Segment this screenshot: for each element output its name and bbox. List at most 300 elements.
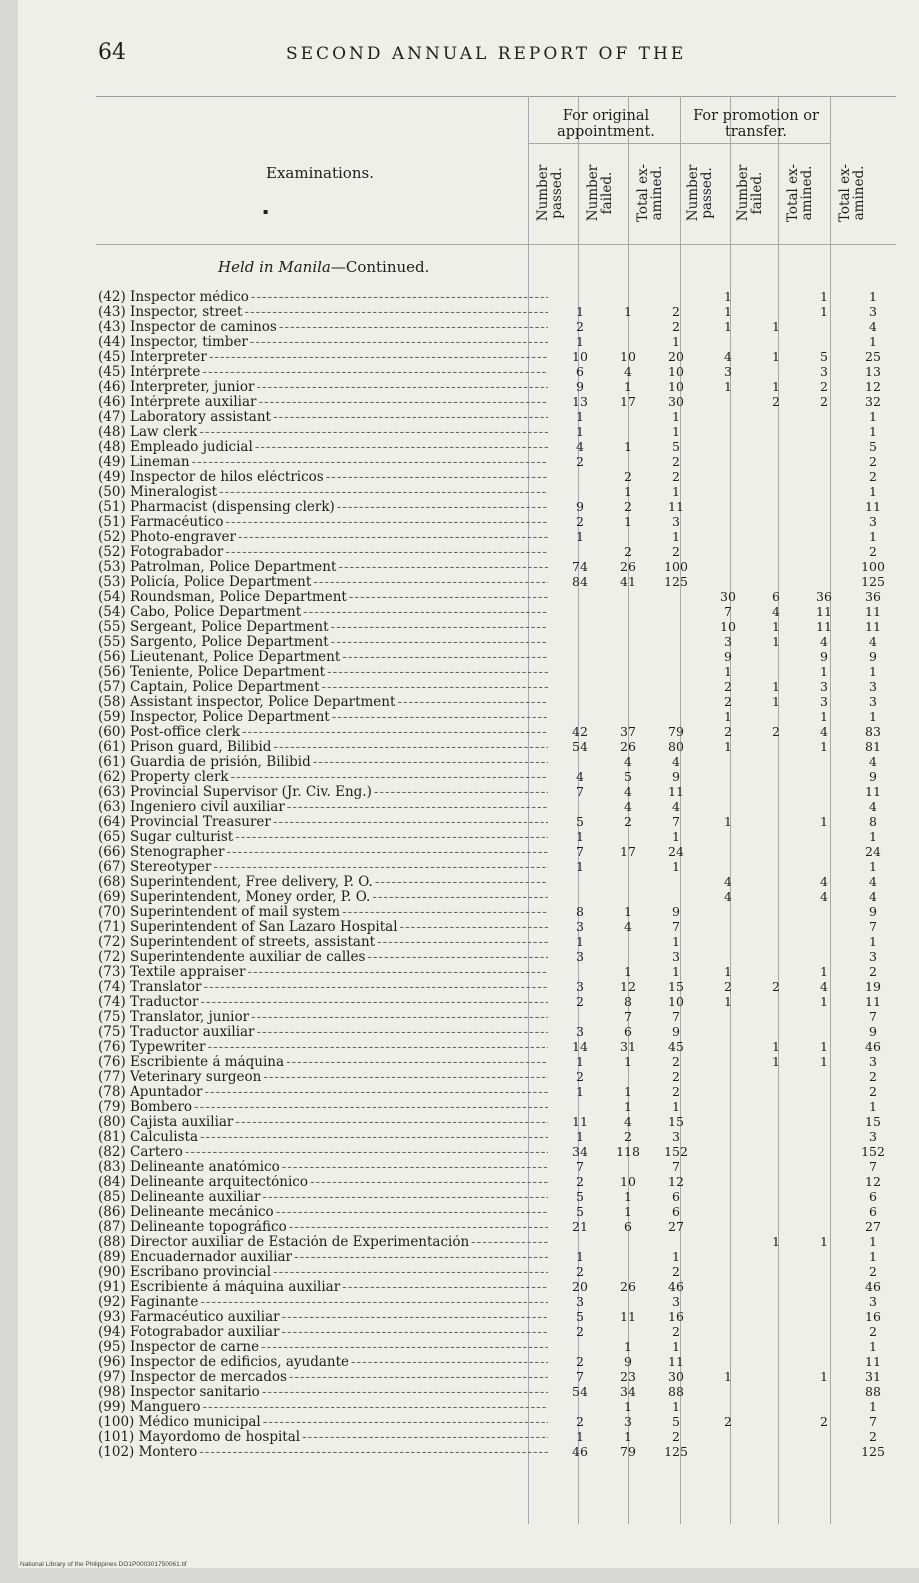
cell-t: 3 (869, 1129, 877, 1144)
table-row (18, 1235, 918, 1249)
row-label: (52) Photo-engraver ----- (98, 530, 548, 544)
cell-op: 3 (576, 1294, 584, 1309)
cell-pt: 1 (820, 994, 828, 1009)
cell-pp: 1 (724, 289, 732, 304)
cell-of: 1 (624, 1204, 632, 1219)
section-heading-place: Held in Manila (218, 258, 331, 276)
row-label: (85) Delineante auxiliar ----- (98, 1190, 548, 1204)
table-row (18, 770, 918, 784)
row-label: (82) Cartero ----- (98, 1145, 548, 1159)
cell-t: 1 (869, 334, 877, 349)
table-row (18, 830, 918, 844)
cell-op: 1 (576, 1084, 584, 1099)
cell-op: 1 (576, 934, 584, 949)
cell-t: 12 (865, 1174, 881, 1189)
cell-pp: 2 (724, 694, 732, 709)
row-label: (89) Encuadernador auxiliar ----- (98, 1250, 548, 1264)
cell-pt: 1 (820, 739, 828, 754)
row-label: (97) Inspector de mercados ----- (98, 1370, 548, 1384)
cell-t: 2 (869, 1264, 877, 1279)
cell-t: 2 (869, 469, 877, 484)
table-row (18, 1040, 918, 1054)
cell-op: 1 (576, 859, 584, 874)
table-row (18, 470, 918, 484)
cell-t: 24 (865, 844, 881, 859)
cell-op: 2 (576, 319, 584, 334)
row-label: (53) Policía, Police Department ----- (98, 575, 548, 589)
cell-pt: 1 (820, 304, 828, 319)
cell-t: 7 (869, 919, 877, 934)
cell-ot: 2 (672, 1264, 680, 1279)
row-label: (49) Inspector de hilos eléctricos ----- (98, 470, 548, 484)
cell-of: 4 (624, 799, 632, 814)
table-row (18, 950, 918, 964)
cell-ot: 2 (672, 319, 680, 334)
cell-op: 2 (576, 1174, 584, 1189)
cell-t: 2 (869, 964, 877, 979)
table-row (18, 545, 918, 559)
cell-ot: 1 (672, 529, 680, 544)
cell-op: 6 (576, 364, 584, 379)
table-row (18, 890, 918, 904)
cell-ot: 15 (668, 1114, 684, 1129)
table-row (18, 365, 918, 379)
cell-op: 42 (572, 724, 588, 739)
row-label: (58) Assistant inspector, Police Department ----- (98, 695, 548, 709)
cell-op: 1 (576, 1054, 584, 1069)
table-row (18, 1130, 918, 1144)
cell-pt: 1 (820, 1369, 828, 1384)
cell-op: 2 (576, 1414, 584, 1429)
cell-ot: 7 (672, 919, 680, 934)
cell-pp: 2 (724, 679, 732, 694)
row-label: (51) Pharmacist (dispensing clerk) ----- (98, 500, 548, 514)
cell-t: 8 (869, 814, 877, 829)
row-label: (95) Inspector de carne ----- (98, 1340, 548, 1354)
cell-t: 13 (865, 364, 881, 379)
cell-op: 20 (572, 1279, 588, 1294)
cell-pf: 1 (772, 634, 780, 649)
header-bottom-rule (96, 244, 896, 245)
table-row (18, 635, 918, 649)
table-row (18, 1115, 918, 1129)
row-label: (63) Ingeniero civil auxiliar ----- (98, 800, 548, 814)
cell-ot: 2 (672, 469, 680, 484)
cell-ot: 1 (672, 1249, 680, 1264)
row-label: (91) Escribiente á máquina auxiliar ----- (98, 1280, 548, 1294)
cell-ot: 88 (668, 1384, 684, 1399)
cell-pf: 1 (772, 679, 780, 694)
cell-pp: 2 (724, 724, 732, 739)
row-label: (76) Typewriter ----- (98, 1040, 548, 1054)
table-row (18, 1175, 918, 1189)
cell-op: 3 (576, 979, 584, 994)
table-row (18, 665, 918, 679)
row-label: (48) Law clerk ----- (98, 425, 548, 439)
row-label: (84) Delineante arquitectónico ----- (98, 1175, 548, 1189)
table-row (18, 995, 918, 1009)
cell-op: 4 (576, 439, 584, 454)
cell-ot: 3 (672, 514, 680, 529)
cell-of: 1 (624, 484, 632, 499)
cell-t: 3 (869, 694, 877, 709)
table-row (18, 920, 918, 934)
cell-op: 84 (572, 574, 588, 589)
table-row (18, 350, 918, 364)
table-row (18, 1355, 918, 1369)
cell-ot: 5 (672, 439, 680, 454)
cell-of: 4 (624, 784, 632, 799)
cell-of: 118 (616, 1144, 640, 1159)
row-label: (74) Traductor ----- (98, 995, 548, 1009)
cell-t: 36 (865, 589, 881, 604)
cell-pp: 1 (724, 814, 732, 829)
cell-t: 9 (869, 1024, 877, 1039)
row-label: (68) Superintendent, Free delivery, P. O. ----- (98, 875, 548, 889)
cell-t: 2 (869, 1429, 877, 1444)
cell-op: 2 (576, 454, 584, 469)
cell-pt: 1 (820, 964, 828, 979)
table-row (18, 1205, 918, 1219)
row-label: (49) Lineman ----- (98, 455, 548, 469)
cell-ot: 2 (672, 1324, 680, 1339)
table-row (18, 1070, 918, 1084)
cell-t: 1 (869, 529, 877, 544)
table-row (18, 680, 918, 694)
cell-pt: 2 (820, 379, 828, 394)
cell-pp: 7 (724, 604, 732, 619)
row-label: (83) Delineante anatómico ----- (98, 1160, 548, 1174)
cell-of: 37 (620, 724, 636, 739)
report-page (18, 0, 919, 1568)
cell-of: 34 (620, 1384, 636, 1399)
cell-t: 9 (869, 769, 877, 784)
row-label: (98) Inspector sanitario ----- (98, 1385, 548, 1399)
row-label: (69) Superintendent, Money order, P. O. ----- (98, 890, 548, 904)
cell-ot: 1 (672, 829, 680, 844)
table-row (18, 305, 918, 319)
cell-t: 6 (869, 1204, 877, 1219)
cell-t: 1 (869, 1099, 877, 1114)
cell-pt: 4 (820, 889, 828, 904)
cell-ot: 152 (664, 1144, 688, 1159)
cell-of: 1 (624, 1054, 632, 1069)
cell-of: 1 (624, 1189, 632, 1204)
cell-of: 1 (624, 1339, 632, 1354)
cell-of: 2 (624, 499, 632, 514)
cell-ot: 11 (668, 784, 684, 799)
cell-t: 9 (869, 649, 877, 664)
table-row (18, 785, 918, 799)
cell-op: 21 (572, 1219, 588, 1234)
cell-of: 4 (624, 1114, 632, 1129)
table-row (18, 1055, 918, 1069)
cell-op: 74 (572, 559, 588, 574)
row-label: (93) Farmacéutico auxiliar ----- (98, 1310, 548, 1324)
table-row (18, 335, 918, 349)
cell-t: 3 (869, 514, 877, 529)
cell-t: 11 (865, 604, 881, 619)
cell-t: 125 (861, 1444, 885, 1459)
cell-pp: 9 (724, 649, 732, 664)
col-header-promotion-failed: Number failed. (735, 164, 765, 222)
row-label: (81) Calculista ----- (98, 1130, 548, 1144)
cell-ot: 2 (672, 1084, 680, 1099)
row-label: (77) Veterinary surgeon ----- (98, 1070, 548, 1084)
row-label: (94) Fotograbador auxiliar ----- (98, 1325, 548, 1339)
cell-pt: 3 (820, 679, 828, 694)
cell-ot: 4 (672, 799, 680, 814)
cell-t: 1 (869, 934, 877, 949)
row-label: (44) Inspector, timber ----- (98, 335, 548, 349)
table-row (18, 1340, 918, 1354)
table-row (18, 395, 918, 409)
cell-ot: 6 (672, 1204, 680, 1219)
row-label: (46) Intérprete auxiliar ----- (98, 395, 548, 409)
table-row (18, 410, 918, 424)
cell-pf: 2 (772, 394, 780, 409)
cell-pp: 2 (724, 1414, 732, 1429)
row-label: (55) Sargento, Police Department ----- (98, 635, 548, 649)
table-row (18, 1295, 918, 1309)
table-row (18, 515, 918, 529)
cell-pp: 2 (724, 979, 732, 994)
col-header-total: Total ex- amined. (837, 163, 867, 223)
running-title: SECOND ANNUAL REPORT OF THE (286, 44, 687, 64)
cell-ot: 1 (672, 484, 680, 499)
examinations-header: Examinations. (266, 164, 374, 182)
cell-t: 12 (865, 379, 881, 394)
cell-ot: 45 (668, 1039, 684, 1054)
row-label: (87) Delineante topográfico ----- (98, 1220, 548, 1234)
cell-pf: 4 (772, 604, 780, 619)
row-label: (75) Traductor auxiliar ----- (98, 1025, 548, 1039)
cell-ot: 30 (668, 394, 684, 409)
cell-of: 1 (624, 1099, 632, 1114)
row-label: (96) Inspector de edificios, ayudante ----- (98, 1355, 548, 1369)
table-row (18, 1025, 918, 1039)
cell-pt: 1 (820, 814, 828, 829)
row-label: (70) Superintendent of mail system ----- (98, 905, 548, 919)
table-row (18, 560, 918, 574)
cell-pf: 1 (772, 1234, 780, 1249)
cell-op: 1 (576, 334, 584, 349)
cell-of: 2 (624, 469, 632, 484)
cell-of: 1 (624, 1429, 632, 1444)
table-row (18, 755, 918, 769)
cell-ot: 2 (672, 304, 680, 319)
cell-pp: 1 (724, 964, 732, 979)
table-row (18, 1085, 918, 1099)
row-label: (52) Fotograbador ----- (98, 545, 548, 559)
cell-t: 2 (869, 544, 877, 559)
cell-of: 4 (624, 754, 632, 769)
cell-pp: 3 (724, 364, 732, 379)
row-label: (64) Provincial Treasurer ----- (98, 815, 548, 829)
table-row (18, 320, 918, 334)
table-row (18, 1385, 918, 1399)
table-row (18, 1190, 918, 1204)
cell-of: 5 (624, 769, 632, 784)
cell-pf: 1 (772, 1054, 780, 1069)
table-top-rule (96, 96, 896, 97)
cell-pt: 1 (820, 664, 828, 679)
cell-ot: 11 (668, 1354, 684, 1369)
cell-t: 4 (869, 799, 877, 814)
cell-t: 83 (865, 724, 881, 739)
cell-of: 4 (624, 919, 632, 934)
cell-of: 1 (624, 379, 632, 394)
table-row (18, 1325, 918, 1339)
group-underline (528, 143, 830, 144)
cell-of: 7 (624, 1009, 632, 1024)
cell-t: 1 (869, 289, 877, 304)
row-label: (57) Captain, Police Department ----- (98, 680, 548, 694)
cell-ot: 80 (668, 739, 684, 754)
table-row (18, 620, 918, 634)
cell-of: 2 (624, 814, 632, 829)
table-row (18, 860, 918, 874)
cell-t: 2 (869, 1324, 877, 1339)
cell-t: 27 (865, 1219, 881, 1234)
table-row (18, 440, 918, 454)
row-label: (47) Laboratory assistant ----- (98, 410, 548, 424)
cell-pt: 11 (816, 619, 832, 634)
table-row (18, 530, 918, 544)
row-label: (90) Escribano provincial ----- (98, 1265, 548, 1279)
row-label: (74) Translator ----- (98, 980, 548, 994)
cell-of: 6 (624, 1219, 632, 1234)
cell-op: 1 (576, 1429, 584, 1444)
row-label: (86) Delineante mecánico ----- (98, 1205, 548, 1219)
cell-of: 1 (624, 514, 632, 529)
cell-t: 4 (869, 754, 877, 769)
cell-t: 11 (865, 994, 881, 1009)
row-label: (42) Inspector médico ----- (98, 290, 548, 304)
cell-t: 7 (869, 1159, 877, 1174)
cell-op: 9 (576, 379, 584, 394)
cell-t: 1 (869, 1339, 877, 1354)
cell-pp: 30 (720, 589, 736, 604)
cell-of: 23 (620, 1369, 636, 1384)
cell-op: 1 (576, 1129, 584, 1144)
cell-ot: 1 (672, 1399, 680, 1414)
table-row (18, 1100, 918, 1114)
row-label: (72) Superintendente auxiliar de calles ----- (98, 950, 548, 964)
row-label: (61) Prison guard, Bilibid ----- (98, 740, 548, 754)
table-row (18, 845, 918, 859)
table-row (18, 500, 918, 514)
cell-op: 14 (572, 1039, 588, 1054)
row-label: (54) Roundsman, Police Department ----- (98, 590, 548, 604)
row-label: (80) Cajista auxiliar ----- (98, 1115, 548, 1129)
cell-pp: 10 (720, 619, 736, 634)
col-header-original-failed: Number failed. (585, 164, 615, 222)
cell-of: 11 (620, 1309, 636, 1324)
cell-t: 125 (861, 574, 885, 589)
cell-t: 1 (869, 859, 877, 874)
table-row (18, 935, 918, 949)
cell-ot: 100 (664, 559, 688, 574)
cell-pf: 1 (772, 619, 780, 634)
row-label: (50) Mineralogist ----- (98, 485, 548, 499)
table-row (18, 695, 918, 709)
cell-t: 2 (869, 1084, 877, 1099)
table-row (18, 425, 918, 439)
row-label: (76) Escribiente á máquina ----- (98, 1055, 548, 1069)
cell-ot: 79 (668, 724, 684, 739)
page-number: 64 (98, 40, 126, 65)
table-row (18, 380, 918, 394)
cell-t: 1 (869, 409, 877, 424)
row-label: (73) Textile appraiser ----- (98, 965, 548, 979)
cell-t: 3 (869, 1054, 877, 1069)
table-row (18, 710, 918, 724)
table-row (18, 605, 918, 619)
col-header-promotion-passed: Number passed. (685, 164, 715, 222)
cell-pf: 2 (772, 979, 780, 994)
row-label: (88) Director auxiliar de Estación de Experimentación ----- (98, 1235, 548, 1249)
cell-op: 3 (576, 949, 584, 964)
row-label: (61) Guardia de prisión, Bilibid ----- (98, 755, 548, 769)
cell-pp: 1 (724, 994, 732, 1009)
cell-op: 46 (572, 1444, 588, 1459)
row-label: (78) Apuntador ----- (98, 1085, 548, 1099)
cell-ot: 2 (672, 1429, 680, 1444)
cell-t: 9 (869, 904, 877, 919)
tick-mark: ▪ (263, 207, 269, 216)
row-label: (59) Inspector, Police Department ----- (98, 710, 548, 724)
table-row (18, 590, 918, 604)
cell-t: 16 (865, 1309, 881, 1324)
cell-pt: 4 (820, 634, 828, 649)
cell-of: 10 (620, 349, 636, 364)
cell-op: 1 (576, 409, 584, 424)
row-label: (48) Empleado judicial ----- (98, 440, 548, 454)
cell-op: 1 (576, 304, 584, 319)
cell-pt: 1 (820, 1234, 828, 1249)
cell-t: 11 (865, 619, 881, 634)
cell-ot: 24 (668, 844, 684, 859)
cell-of: 26 (620, 739, 636, 754)
row-label: (53) Patrolman, Police Department ----- (98, 560, 548, 574)
cell-of: 6 (624, 1024, 632, 1039)
cell-ot: 9 (672, 904, 680, 919)
table-row (18, 1430, 918, 1444)
cell-of: 17 (620, 844, 636, 859)
cell-ot: 3 (672, 1294, 680, 1309)
cell-ot: 3 (672, 949, 680, 964)
row-label: (67) Stereotyper ----- (98, 860, 548, 874)
cell-t: 5 (869, 439, 877, 454)
cell-ot: 1 (672, 424, 680, 439)
row-label: (55) Sergeant, Police Department ----- (98, 620, 548, 634)
table-row (18, 815, 918, 829)
cell-op: 4 (576, 769, 584, 784)
cell-pt: 11 (816, 604, 832, 619)
cell-of: 1 (624, 304, 632, 319)
cell-ot: 7 (672, 814, 680, 829)
cell-of: 17 (620, 394, 636, 409)
cell-op: 7 (576, 1159, 584, 1174)
cell-t: 7 (869, 1414, 877, 1429)
cell-t: 3 (869, 1294, 877, 1309)
cell-op: 7 (576, 784, 584, 799)
row-label: (56) Lieutenant, Police Department ----- (98, 650, 548, 664)
row-label: (71) Superintendent of San Lazaro Hospital ----- (98, 920, 548, 934)
cell-pt: 3 (820, 364, 828, 379)
cell-t: 81 (865, 739, 881, 754)
